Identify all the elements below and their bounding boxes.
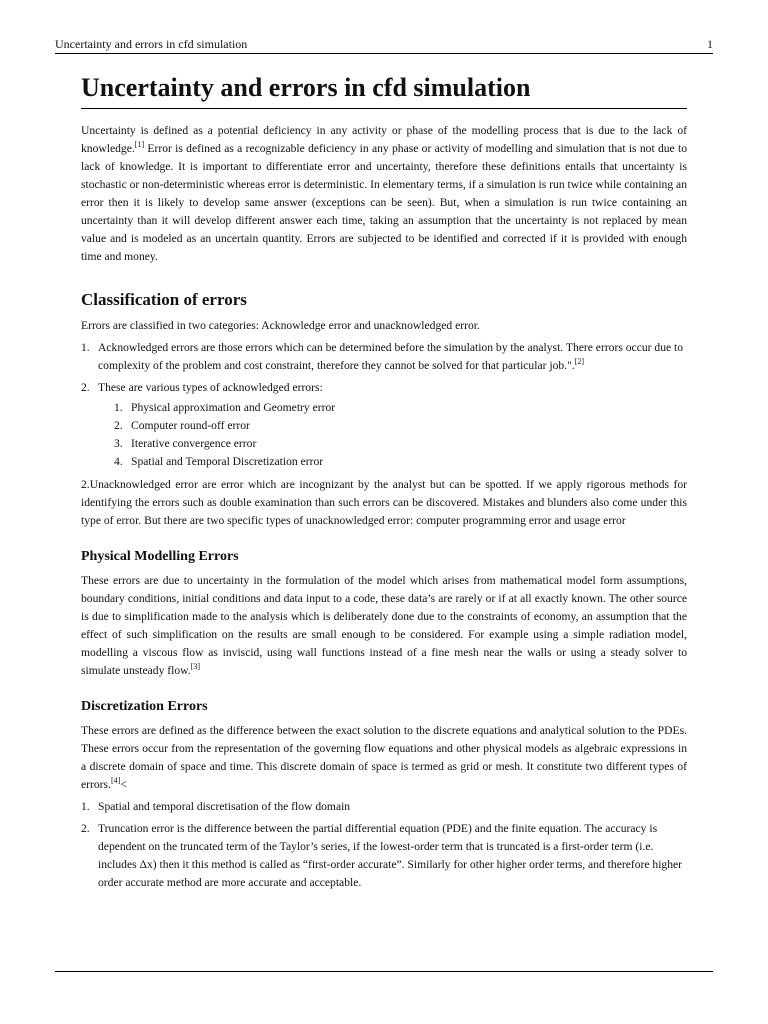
sub-list-item bbox=[98, 417, 687, 435]
running-header bbox=[55, 37, 713, 51]
list-item-text: Spatial and temporal discretisation of the flow domain bbox=[98, 800, 351, 813]
sub-list-item bbox=[98, 399, 687, 417]
unacknowledged-paragraph: 2.Unacknowledged error are error which are incognizant by the analyst but can be spotted. If we apply rigorous methods for identifying the errors such as double examination than such errors can be discovered. Mistakes and blunders also come under this type of error. But there are two specific types of unacknowledged error: computer programming error and usage error bbox=[81, 478, 687, 527]
page-title: Uncertainty and errors in cfd simulation bbox=[81, 72, 687, 109]
list-item-text: These are various types of acknowledged errors: bbox=[98, 381, 323, 394]
list-marker: 2. bbox=[81, 381, 90, 394]
discretization-list bbox=[81, 798, 687, 892]
article-body bbox=[81, 72, 687, 892]
page-number: 1 bbox=[707, 37, 713, 51]
sub-list-item bbox=[98, 435, 687, 453]
acknowledged-error-types bbox=[98, 399, 687, 471]
sub-list-item bbox=[98, 453, 687, 471]
footer-rule bbox=[55, 971, 713, 972]
physical-text: These errors are due to uncertainty in the formulation of the model which arises from mathematical model form assumptions, boundary conditions, initial conditions and data input to a code, these data’s are rarely or if at all exactly known. The other source is due to simplification made to the analysis which is deliberately done due to the constraints of economy, an assumption that the effect of such simplification on the results are small enough to be considered. For example using a simple radiation model, modelling a viscous flow as inviscid, using wall functions instead of a fine mesh near the walls or using a steady solver to simulate unsteady flow. bbox=[81, 574, 687, 677]
sub-list-item-text: Iterative convergence error bbox=[131, 437, 257, 450]
citation-1[interactable]: [1] bbox=[134, 140, 145, 149]
list-marker: 1. bbox=[114, 401, 123, 414]
list-marker: 3. bbox=[114, 437, 123, 450]
section-heading-classification: Classification of errors bbox=[81, 290, 247, 309]
classification-intro: Errors are classified in two categories: Acknowledge error and unacknowledged error. bbox=[81, 319, 480, 332]
running-title: Uncertainty and errors in cfd simulation bbox=[55, 37, 248, 51]
section-heading-discretization: Discretization Errors bbox=[81, 699, 208, 714]
list-marker: 2. bbox=[114, 419, 123, 432]
discretization-tail: < bbox=[120, 778, 127, 791]
list-item bbox=[81, 379, 687, 471]
classification-list bbox=[81, 339, 687, 471]
sub-list-item-text: Spatial and Temporal Discretization error bbox=[131, 455, 324, 468]
list-marker: 2. bbox=[81, 822, 90, 835]
header-rule bbox=[55, 53, 713, 54]
list-item bbox=[81, 339, 687, 375]
list-item bbox=[81, 798, 687, 816]
citation-3[interactable]: [3] bbox=[190, 662, 201, 671]
discretization-text: These errors are defined as the difference between the exact solution to the discrete equations and analytical solution to the PDEs. These errors occur from the representation of the governing flow equations and other physical models as algebraic expressions in a discrete domain of space and time. This discrete domain of space is termed as grid or mesh. It constitute two different types of errors. bbox=[81, 724, 687, 791]
physical-paragraph bbox=[81, 572, 687, 680]
intro-paragraph bbox=[81, 122, 687, 266]
list-marker: 4. bbox=[114, 455, 123, 468]
citation-4[interactable]: [4] bbox=[110, 776, 121, 785]
list-item-text: Acknowledged errors are those errors which can be determined before the simulation by the analyst. There errors occur due to complexity of the problem and cost constraint, therefore they cannot be solved for that particular job.". bbox=[98, 341, 684, 372]
discretization-paragraph bbox=[81, 722, 687, 794]
intro-text-1: Uncertainty is defined as a potential deficiency in any activity or phase of the modelling process that is due to the lack of knowledge. bbox=[81, 124, 687, 155]
citation-2[interactable]: [2] bbox=[574, 357, 585, 366]
sub-list-item-text: Computer round-off error bbox=[131, 419, 250, 432]
list-item bbox=[81, 820, 687, 892]
list-item-text: Truncation error is the difference between the partial differential equation (PDE) and the finite equation. The accuracy is dependent on the truncated term of the Taylor’s series, if the lowest-order term that is truncated is a first-order term (i.e. includes Δx) then it this method is called as “first-order accurate”. Similarly for other higher order terms, and therefore higher order accurate method are more accurate and acceptable. bbox=[98, 822, 683, 889]
sub-list-item-text: Physical approximation and Geometry error bbox=[131, 401, 336, 414]
list-marker: 1. bbox=[81, 800, 90, 813]
intro-text-2: Error is defined as a recognizable deficiency in any phase or activity of modelling and simulation that is not due to lack of knowledge. It is important to differentiate error and uncertainty, therefore these definitions entails that uncertainty is stochastic or non-deterministic whereas error is deterministic. In elementary terms, if a simulation is run twice while containing an error then it is likely to develop same answer (exceptions can be seen). But, when a simulation is run twice containing an uncertainty than it will develop different answer each time, taking an assumption that the uncertainty is not replaced by mean value and is modeled as an uncertain quantity. Errors are subjected to be identified and corrected if it is provided with enough time and money. bbox=[81, 142, 687, 263]
section-heading-physical: Physical Modelling Errors bbox=[81, 549, 239, 564]
list-marker: 1. bbox=[81, 341, 90, 354]
